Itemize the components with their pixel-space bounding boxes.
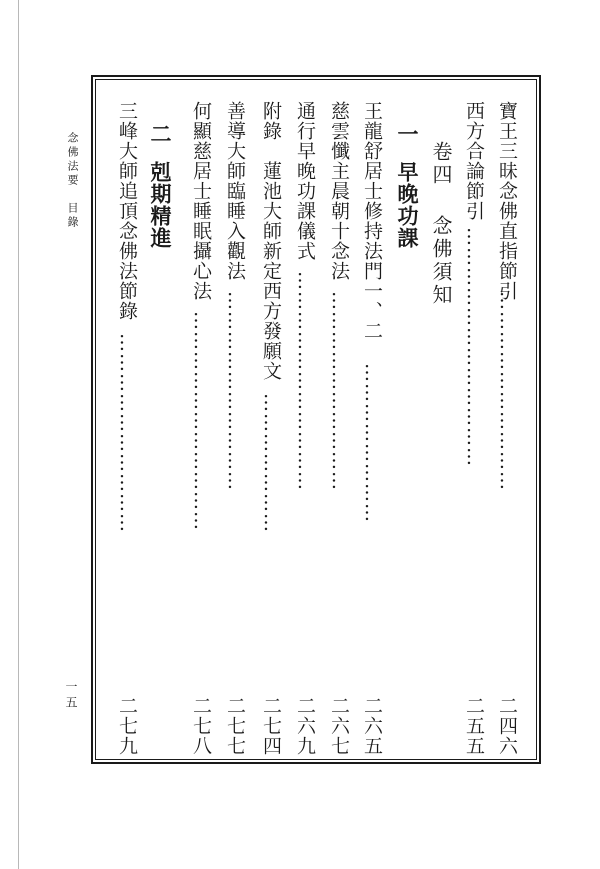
toc-entry: [188, 101, 214, 756]
dot-leader: ……………………: [361, 363, 383, 523]
volume-title: 念佛須知: [429, 215, 453, 307]
toc-entry-page: 二七八: [190, 696, 212, 756]
toc-entry: [494, 101, 520, 756]
dot-leader: ……………………………: [190, 311, 212, 531]
toc-entry: [461, 101, 487, 756]
section-title: 早晚功課: [395, 161, 420, 249]
toc-entry: [292, 101, 318, 756]
toc-entry-page: 二四六: [496, 696, 518, 756]
volume-number: 卷四: [429, 141, 453, 187]
toc-entry-page: 二六五: [361, 696, 383, 756]
dot-leader: ……………………………: [294, 271, 316, 491]
dot-leader: …………………………: [496, 291, 518, 491]
toc-entry-title: 通行早晚功課儀式: [294, 101, 316, 261]
volume-heading: [428, 101, 454, 756]
toc-entry-page: 二五五: [463, 696, 485, 756]
toc-entry-title: 王龍舒居士修持法門一、二: [361, 101, 383, 341]
toc-entry-page: 二七四: [260, 696, 282, 756]
dot-leader: ………………………………: [463, 227, 485, 467]
toc-entry-title: 寶王三昧念佛直指節引: [496, 101, 518, 301]
section-heading: [394, 101, 420, 756]
page-edge-line: [18, 0, 19, 869]
toc-entry-page: 二六九: [294, 696, 316, 756]
toc-entry: [326, 101, 352, 756]
section-mark: 二: [148, 123, 173, 145]
toc-entry-title: 善導大師臨睡入觀法: [224, 101, 246, 281]
toc-entry-title: 附錄 蓮池大師新定西方發願文: [260, 101, 282, 381]
section-title: 剋期精進: [148, 161, 173, 249]
toc-entry-title: 西方合論節引: [463, 101, 485, 221]
toc-entry-title: 慈雲懺主晨朝十念法: [328, 101, 350, 281]
running-head: [64, 132, 80, 230]
toc-entry: [359, 101, 385, 756]
toc-entry-page: 二七七: [224, 696, 246, 756]
toc-entry: [114, 101, 140, 756]
dot-leader: …………………………: [116, 333, 138, 533]
section-mark: 一: [395, 123, 420, 145]
toc-entry: [222, 101, 248, 756]
toc-entry: [258, 101, 284, 756]
running-head-section: 目錄: [66, 202, 79, 230]
toc-entry-page: 二七九: [116, 696, 138, 756]
page-number: 一五: [64, 680, 78, 712]
dot-leader: …………………………: [224, 291, 246, 491]
section-heading: [147, 101, 173, 756]
dot-leader: …………………: [260, 393, 282, 533]
dot-leader: …………………………: [328, 291, 350, 491]
toc-entry-title: 何顯慈居士睡眠攝心法: [190, 101, 212, 301]
toc-entry-page: 二六七: [328, 696, 350, 756]
toc-entry-title: 三峰大師追頂念佛法節錄: [116, 101, 138, 321]
running-head-book: 念佛法要: [66, 132, 79, 188]
